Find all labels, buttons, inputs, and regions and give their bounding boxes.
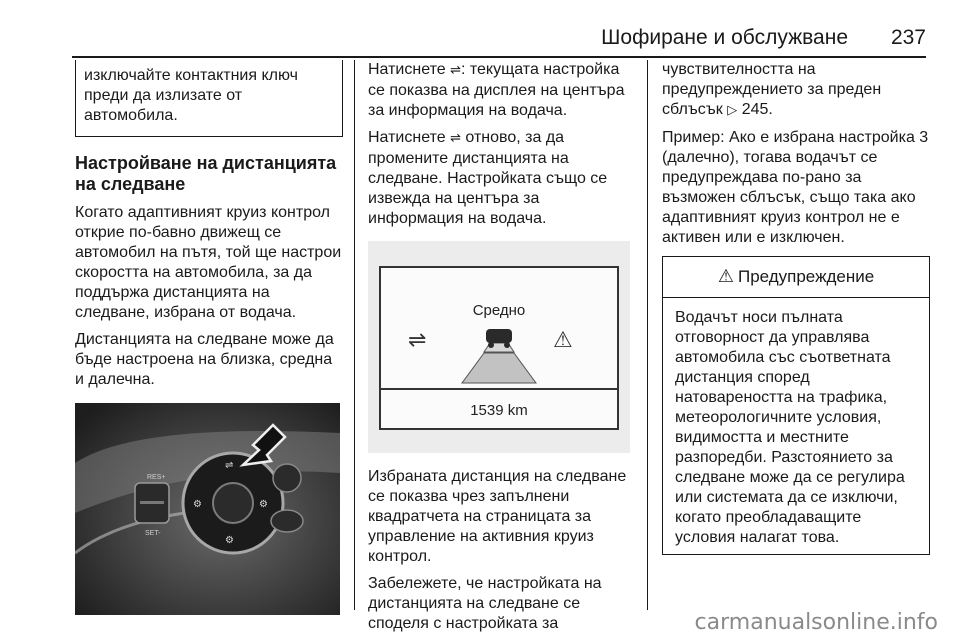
set-label: SET-	[145, 530, 161, 537]
res-label: RES+	[147, 474, 166, 481]
page-title: Шофиране и обслужване	[601, 26, 848, 49]
page-number: 237	[890, 26, 926, 49]
watermark: carmanualsonline.info	[694, 610, 938, 635]
paragraph: Пример: Ако е избрана настройка 3 (далечно), тогава водачът се предупреждава по-рано за възможен сблъсък, също така ако адаптивният круиз контрол не е активен или е изключен.	[662, 129, 929, 246]
info-box-text: изключайте контактния ключ преди да излизате от автомобила.	[84, 67, 298, 124]
collision-alert-icon: ⚠	[553, 328, 573, 353]
svg-text:⇌: ⇌	[225, 460, 234, 471]
warning-text: Водачът носи пълната отговорност да управлява автомобила със съответната дистанция според натовареността на трафика, метеорологичните условия, видимостта и местните разпоредби. Разстоянието за следване може да се регулира или системата да се изключи, когато преобладаващите условия налагат това.	[675, 309, 905, 546]
column-divider-2	[647, 60, 648, 610]
warning-title: Предупреждение	[737, 267, 875, 286]
header-rule	[72, 56, 926, 58]
odometer-value: 1539 km	[470, 402, 528, 419]
follow-distance-icon: ⇌	[450, 131, 461, 146]
svg-text:⚙: ⚙	[259, 499, 268, 510]
follow-distance-icon: ⇌	[450, 63, 461, 78]
distance-setting-label: Средно	[472, 302, 526, 319]
text-fragment: отново, за да промените дистанцията на следване. Настройката също се извежда на центъра за информация на водача.	[368, 129, 608, 227]
paragraph	[368, 128, 632, 229]
warning-header	[663, 257, 929, 298]
page-header	[72, 22, 926, 54]
column-left	[75, 60, 343, 615]
paragraph: Когато адаптивният круиз контрол открие по-бавно движещ се автомобил на пътя, той ще настрои скоростта на автомобила, за да поддържа дистанцията на следване, избрана от водача.	[75, 204, 342, 321]
info-box	[75, 60, 343, 137]
page-reference-icon: ▷	[727, 103, 738, 118]
page-reference: 245.	[741, 101, 773, 118]
paragraph: Забележете, че настройката на дистанцията на следване се споделя с настройката за	[368, 575, 602, 632]
paragraph: Избраната дистанция на следване се показва чрез запълнени квадратчета на страницата за управление на активния круиз контрол.	[368, 468, 627, 565]
section-heading: Настройване на дистанцията на следване	[75, 153, 337, 194]
svg-text:⚙: ⚙	[193, 499, 202, 510]
driver-info-display	[368, 241, 630, 453]
steering-wheel-controls-photo	[75, 403, 340, 615]
follow-distance-icon: ⇌	[408, 328, 427, 353]
text-fragment: чувствителността на предупреждението за преден сблъсък	[662, 61, 882, 118]
column-divider-1	[354, 60, 355, 610]
paragraph: Дистанцията на следване може да бъде настроена на близка, средна и далечна.	[75, 331, 334, 388]
paragraph	[368, 60, 632, 121]
warning-box	[662, 256, 930, 555]
svg-text:⚙: ⚙	[225, 535, 234, 546]
paragraph	[662, 60, 930, 121]
column-right	[662, 60, 930, 555]
warning-triangle-icon: ⚠	[717, 266, 734, 287]
column-middle	[368, 60, 632, 641]
text-fragment: Натиснете	[368, 129, 451, 146]
text-fragment: : текущата настройка се показва на дисплея на центъра за информация на водача.	[368, 61, 625, 119]
display-graphic	[368, 241, 630, 453]
text-fragment: Натиснете	[368, 61, 451, 78]
